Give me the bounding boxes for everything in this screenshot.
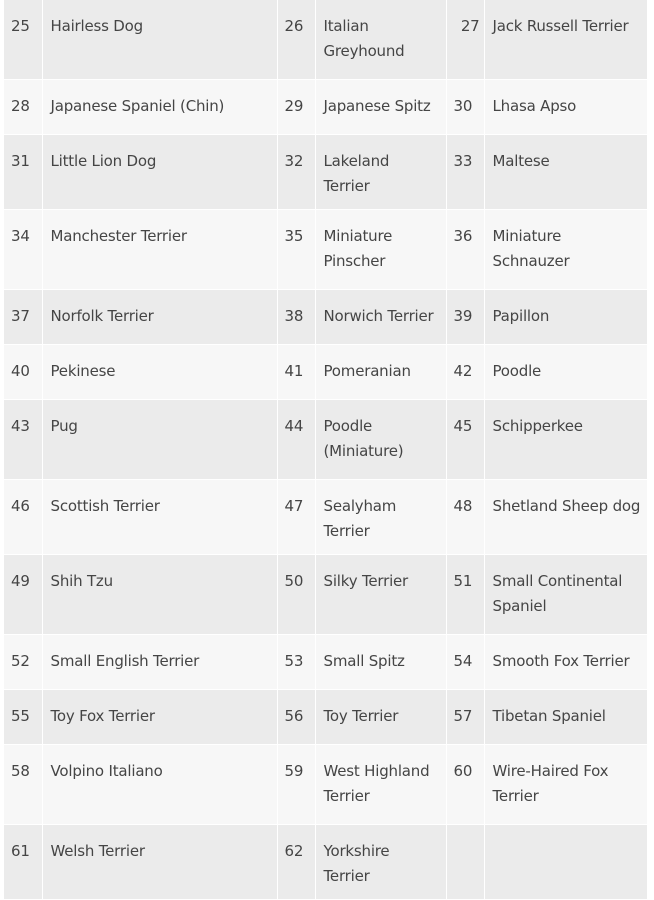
breed-number: 59 — [277, 745, 315, 825]
breed-number: 28 — [4, 80, 42, 135]
breed-name: Hairless Dog — [42, 0, 277, 80]
breed-name: Schipperkee — [484, 400, 647, 480]
breed-number: 37 — [4, 290, 42, 345]
breed-name: Pug — [42, 400, 277, 480]
breed-number: 62 — [277, 825, 315, 900]
breed-name: West Highland Terrier — [315, 745, 446, 825]
breed-name: Volpino Italiano — [42, 745, 277, 825]
breed-name: Scottish Terrier — [42, 480, 277, 555]
breed-number: 31 — [4, 135, 42, 210]
breed-name: Wire-Haired Fox Terrier — [484, 745, 647, 825]
breed-number: 51 — [446, 555, 484, 635]
table-row — [4, 825, 647, 900]
breed-number: 47 — [277, 480, 315, 555]
table-row — [4, 210, 647, 290]
dog-breeds-table — [4, 0, 648, 900]
breed-number: 53 — [277, 635, 315, 690]
breed-name: Japanese Spitz — [315, 80, 446, 135]
breed-name: Shetland Sheep dog — [484, 480, 647, 555]
table-row — [4, 745, 647, 825]
breed-name: Manchester Terrier — [42, 210, 277, 290]
breed-name: Little Lion Dog — [42, 135, 277, 210]
breed-name: Tibetan Spaniel — [484, 690, 647, 745]
breed-number: 38 — [277, 290, 315, 345]
table-row — [4, 345, 647, 400]
breed-number: 49 — [4, 555, 42, 635]
breed-number: 36 — [446, 210, 484, 290]
table-row — [4, 635, 647, 690]
breed-name: Small Continental Spaniel — [484, 555, 647, 635]
table-row — [4, 290, 647, 345]
table-row — [4, 690, 647, 745]
breed-number: 54 — [446, 635, 484, 690]
breed-number: 58 — [4, 745, 42, 825]
breed-number: 44 — [277, 400, 315, 480]
breed-name: Lhasa Apso — [484, 80, 647, 135]
breed-number: 60 — [446, 745, 484, 825]
breed-name: Pekinese — [42, 345, 277, 400]
table-row — [4, 80, 647, 135]
breed-number: 55 — [4, 690, 42, 745]
breed-number: 50 — [277, 555, 315, 635]
breed-name: Shih Tzu — [42, 555, 277, 635]
breed-number: 45 — [446, 400, 484, 480]
breed-number: 42 — [446, 345, 484, 400]
table-row — [4, 135, 647, 210]
breed-name: Smooth Fox Terrier — [484, 635, 647, 690]
breed-name: Poodle (Miniature) — [315, 400, 446, 480]
breed-name: Miniature Pinscher — [315, 210, 446, 290]
breed-name — [484, 825, 647, 900]
breed-name: Jack Russell Terrier — [484, 0, 647, 80]
breed-number: 40 — [4, 345, 42, 400]
breed-number: 34 — [4, 210, 42, 290]
breed-number: 27 — [446, 0, 484, 80]
breed-name: Yorkshire Terrier — [315, 825, 446, 900]
table-row — [4, 400, 647, 480]
breed-name: Miniature Schnauzer — [484, 210, 647, 290]
table-row — [4, 0, 647, 80]
breed-number: 25 — [4, 0, 42, 80]
breed-name: Japanese Spaniel (Chin) — [42, 80, 277, 135]
breed-name: Toy Fox Terrier — [42, 690, 277, 745]
breed-number: 43 — [4, 400, 42, 480]
breed-number: 57 — [446, 690, 484, 745]
breed-name: Lakeland Terrier — [315, 135, 446, 210]
breed-name: Norwich Terrier — [315, 290, 446, 345]
table-row — [4, 480, 647, 555]
breed-number: 41 — [277, 345, 315, 400]
breed-name: Italian Greyhound — [315, 0, 446, 80]
breed-number: 48 — [446, 480, 484, 555]
breed-number: 30 — [446, 80, 484, 135]
breed-number: 35 — [277, 210, 315, 290]
breed-number: 39 — [446, 290, 484, 345]
breed-number: 56 — [277, 690, 315, 745]
breed-name: Silky Terrier — [315, 555, 446, 635]
breed-name: Pomeranian — [315, 345, 446, 400]
breed-number: 61 — [4, 825, 42, 900]
breed-number: 32 — [277, 135, 315, 210]
breed-number: 52 — [4, 635, 42, 690]
breed-number: 46 — [4, 480, 42, 555]
breed-name: Norfolk Terrier — [42, 290, 277, 345]
breed-name: Papillon — [484, 290, 647, 345]
breed-name: Sealyham Terrier — [315, 480, 446, 555]
breed-name: Welsh Terrier — [42, 825, 277, 900]
table-row — [4, 555, 647, 635]
breed-name: Poodle — [484, 345, 647, 400]
breed-name: Small English Terrier — [42, 635, 277, 690]
breed-name: Toy Terrier — [315, 690, 446, 745]
breed-number — [446, 825, 484, 900]
breed-number: 26 — [277, 0, 315, 80]
breed-name: Maltese — [484, 135, 647, 210]
breed-number: 33 — [446, 135, 484, 210]
breed-number: 29 — [277, 80, 315, 135]
breed-name: Small Spitz — [315, 635, 446, 690]
